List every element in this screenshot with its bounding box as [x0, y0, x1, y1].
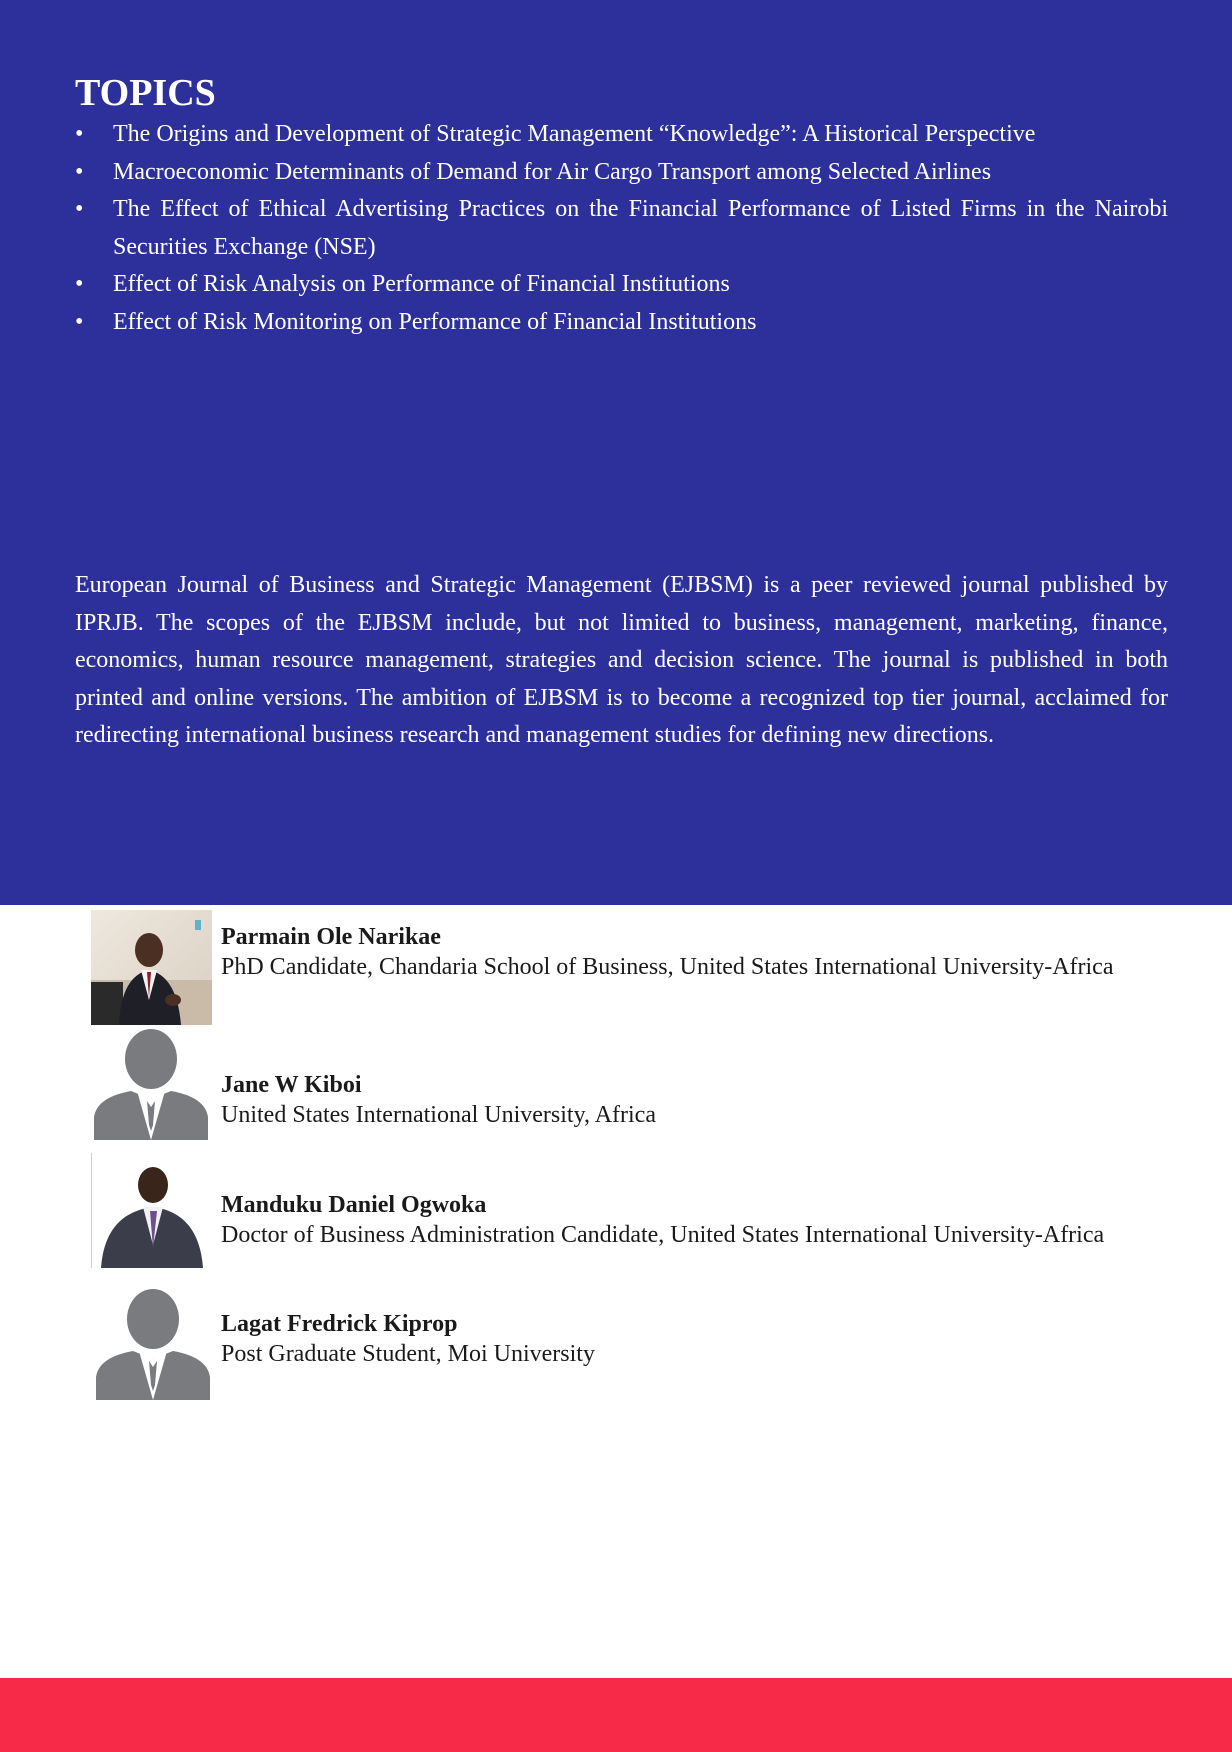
author-info	[221, 1190, 1104, 1250]
author-name: Parmain Ole Narikae	[221, 924, 441, 950]
author-photo	[91, 910, 212, 1025]
author-info	[221, 922, 1113, 982]
person-silhouette-icon	[91, 1285, 212, 1400]
topic-item	[75, 191, 1168, 266]
topic-item	[75, 304, 1168, 342]
author-affiliation: PhD Candidate, Chandaria School of Business, United States International University-Africa	[221, 954, 1114, 980]
author-info	[221, 1309, 595, 1369]
author-card	[91, 910, 1191, 1030]
author-affiliation: Doctor of Business Administration Candidate, United States International University-Africa	[221, 1222, 1105, 1248]
topics-heading: TOPICS	[75, 72, 216, 114]
author-card	[91, 1153, 1191, 1273]
author-photo	[91, 1285, 212, 1400]
author-card	[91, 1025, 1191, 1145]
person-silhouette-icon	[91, 1025, 212, 1140]
bullet-icon: •	[75, 121, 84, 147]
author-affiliation: Post Graduate Student, Moi University	[221, 1341, 595, 1367]
footer-bar	[0, 1678, 1232, 1752]
topic-text: Macroeconomic Determinants of Demand for Air Cargo Transport among Selected Airlines	[113, 158, 992, 185]
bullet-icon: •	[75, 271, 84, 297]
journal-description: European Journal of Business and Strategic Management (EJBSM) is a peer reviewed journal published by IPRJB. The scopes of the EJBSM include, but not limited to business, management, marketing, finance, economics, human resource management, strategies and decision science. The journal is published in both printed and online versions. The ambition of EJBSM is to become a recognized top tier journal, acclaimed for redirecting international business research and management studies for defining new directions.	[75, 572, 1168, 748]
author-card	[91, 1285, 1191, 1405]
author-name: Jane W Kiboi	[221, 1072, 362, 1098]
topic-item	[75, 154, 1168, 192]
topic-item	[75, 266, 1168, 304]
author-info	[221, 1070, 656, 1130]
portrait-photo-icon	[91, 1153, 212, 1268]
bullet-icon: •	[75, 308, 84, 335]
author-name: Manduku Daniel Ogwoka	[221, 1192, 487, 1218]
topic-text: Effect of Risk Monitoring on Performance of Financial Institutions	[113, 308, 757, 335]
author-name: Lagat Fredrick Kiprop	[221, 1311, 458, 1337]
bullet-icon: •	[75, 158, 84, 185]
topic-item	[75, 116, 1168, 154]
author-affiliation: United States International University, Africa	[221, 1102, 656, 1128]
topic-text: Effect of Risk Analysis on Performance of Financial Institutions	[113, 271, 730, 297]
topic-text: The Effect of Ethical Advertising Practices on the Financial Performance of Listed Firms in the Nairobi Securities Exchange (NSE)	[113, 196, 1168, 260]
author-photo	[91, 1025, 212, 1140]
topic-text: The Origins and Development of Strategic Management “Knowledge”: A Historical Perspective	[113, 121, 1036, 147]
author-photo	[91, 1153, 212, 1268]
topics-list	[75, 116, 1168, 341]
bullet-icon: •	[75, 196, 84, 222]
portrait-photo-icon	[91, 910, 212, 1025]
